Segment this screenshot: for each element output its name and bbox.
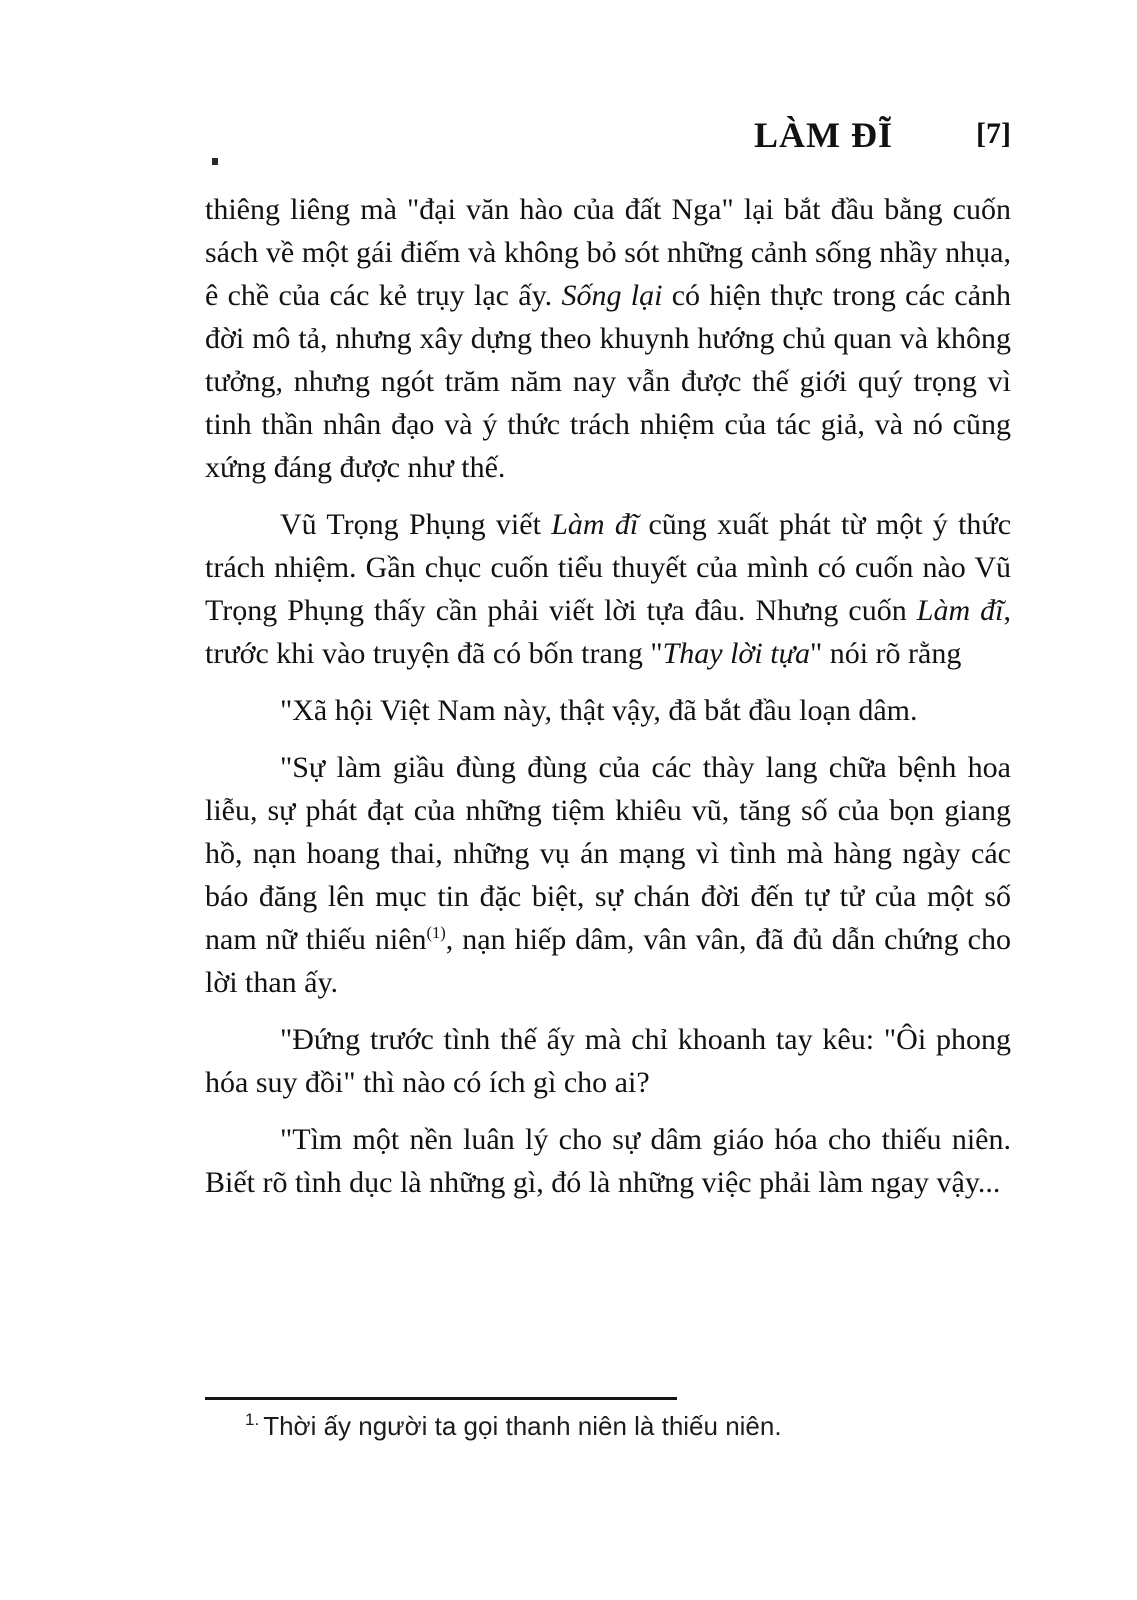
page-header xyxy=(205,114,1011,160)
footnote-marker: 1. xyxy=(245,1410,260,1430)
text-run: "Xã hội Việt Nam này, thật vậy, đã bắt đầu loạn dâm. xyxy=(280,694,918,727)
italic-book-title: Sống lại xyxy=(561,279,663,312)
scan-speck xyxy=(212,158,218,165)
footnote-rule xyxy=(205,1397,677,1400)
paragraph-1 xyxy=(205,188,1011,489)
text-run: "Đứng trước tình thế ấy mà chỉ khoanh tay kêu: "Ôi phong hóa suy đồi" thì nào có ích gì cho ai? xyxy=(205,1023,1011,1099)
paragraph-4 xyxy=(205,746,1011,1004)
footnote-area xyxy=(205,1397,1011,1443)
text-run: Vũ Trọng Phụng viết xyxy=(280,508,552,541)
footnote-body: Thời ấy người ta gọi thanh niên là thiếu niên. xyxy=(263,1411,782,1441)
text-run: "Tìm một nền luân lý cho sự dâm giáo hóa cho thiếu niên. Biết rõ tình dục là những gì, đó là những việc phải làm ngay vậy... xyxy=(205,1123,1011,1199)
paragraph-5 xyxy=(205,1018,1011,1104)
text-run: , nạn hiếp dâm, vân vân, đã đủ dẫn chứng cho lời than ấy. xyxy=(205,923,1011,999)
paragraph-6 xyxy=(205,1118,1011,1204)
page-number: [7] xyxy=(976,117,1011,150)
footnote-reference: (1) xyxy=(426,923,446,942)
text-run: cũng xuất phát từ một ý thức trách nhiệm. Gần chục cuốn tiểu thuyết của mình có cuốn nào Vũ Trọng Phụng thấy cần phải viết lời tựa đâu. Nhưng cuốn xyxy=(205,508,1012,627)
text-run: có hiện thực trong các cảnh đời mô tả, nhưng xây dựng theo khuynh hướng chủ quan và không tưởng, nhưng ngót trăm năm nay vẫn được thế giới quý trọng vì tinh thần nhân đạo và ý thức trách nhiệm của tác giả, và nó cũng xứng đáng được như thế. xyxy=(205,279,1012,484)
running-title: LÀM ĐĨ xyxy=(754,115,893,155)
body-text-block xyxy=(205,188,1011,1218)
footnote-text xyxy=(245,1409,1011,1443)
paragraph-3 xyxy=(205,689,1011,732)
text-run: thiêng liêng mà "đại văn hào của đất Nga" lại bắt đầu bằng cuốn sách về một gái điếm và không bỏ sót những cảnh sống nhầy nhụa, ê chề của các kẻ trụy lạc ấy. xyxy=(205,193,1011,312)
italic-book-title: Làm đĩ xyxy=(916,594,1004,627)
italic-book-title: Thay lời tựa xyxy=(662,637,810,670)
text-run: , trước khi vào truyện đã có bốn trang " xyxy=(205,594,1011,670)
text-run: "Sự làm giầu đùng đùng của các thày lang chữa bệnh hoa liễu, sự phát đạt của những tiệm khiêu vũ, tăng số của bọn giang hồ, nạn hoang thai, những vụ án mạng vì tình mà hàng ngày các báo đăng lên mục tin đặc biệt, sự chán đời đến tự tử của một số nam nữ thiếu niên xyxy=(205,751,1011,956)
paragraph-2 xyxy=(205,503,1011,675)
text-run: " nói rõ rằng xyxy=(809,637,962,670)
italic-book-title: Làm đĩ xyxy=(551,508,639,541)
